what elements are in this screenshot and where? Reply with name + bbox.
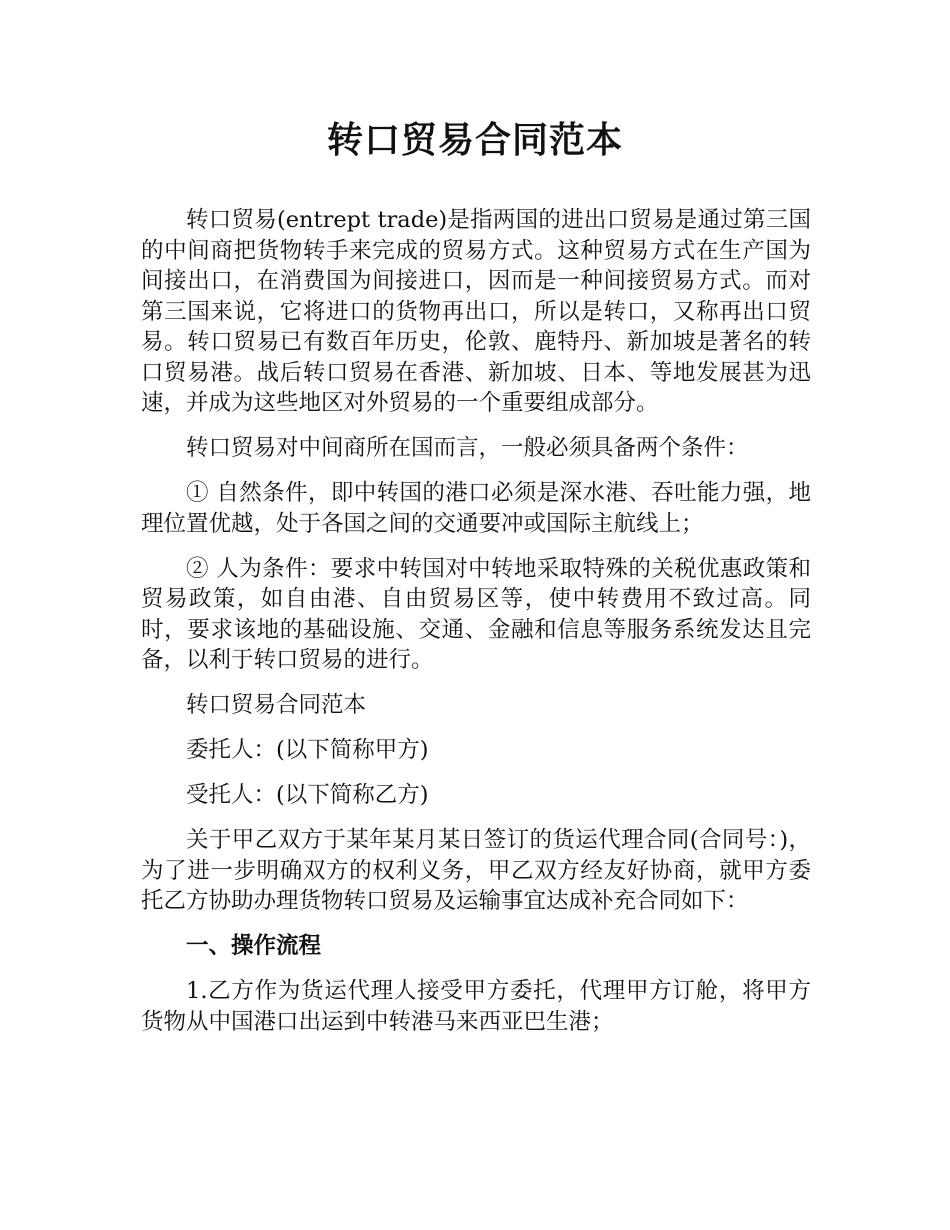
paragraph-intro: 转口贸易(entrept trade)是指两国的进出口贸易是通过第三国的中间商把货物转手来完成的贸易方式。这种贸易方式在生产国为间接出口，在消费国为间接进口，因而是一种间接贸易方式。而对第三国来说，它将进口的货物再出口，所以是转口，又称再出口贸易。转口贸易已有数百年历史，伦敦、鹿特丹、新加坡是著名的转口贸易港。战后转口贸易在香港、新加坡、日本、等地发展甚为迅速，并成为这些地区对外贸易的一个重要组成部分。	[141, 207, 811, 416]
paragraph-preamble: 关于甲乙双方于某年某月某日签订的货运代理合同(合同号：)，为了进一步明确双方的权利义务，甲乙双方经友好协商，就甲方委托乙方协助办理货物转口贸易及运输事宜达成补充合同如下：	[141, 827, 811, 914]
document-body	[141, 205, 811, 1052]
paragraph-clause-1: 1.乙方作为货运代理人接受甲方委托，代理甲方订舱，将甲方货物从中国港口出运到中转港马来西亚巴生港；	[141, 978, 811, 1035]
paragraph-condition-human: ② 人为条件：要求中转国对中转地采取特殊的关税优惠政策和贸易政策，如自由港、自由贸易区等，使中转费用不致过高。同时，要求该地的基础设施、交通、金融和信息等服务系统发达且完备，以利于转口贸易的进行。	[141, 555, 811, 673]
paragraph-conditions-lead: 转口贸易对中间商所在国而言，一般必须具备两个条件：	[186, 435, 749, 461]
paragraph-condition-natural: ① 自然条件，即中转国的港口必须是深水港、吞吐能力强，地理位置优越，处于各国之间的交通要冲或国际主航线上；	[141, 480, 811, 537]
document-title: 转口贸易合同范本	[326, 120, 623, 161]
paragraph-principal: 委托人：(以下简称甲方)	[186, 737, 429, 763]
paragraph-contract-title: 转口贸易合同范本	[186, 692, 367, 718]
paragraph-agent: 受托人：(以下简称乙方)	[186, 782, 429, 808]
section-heading-operation-process: 一、操作流程	[186, 933, 322, 959]
